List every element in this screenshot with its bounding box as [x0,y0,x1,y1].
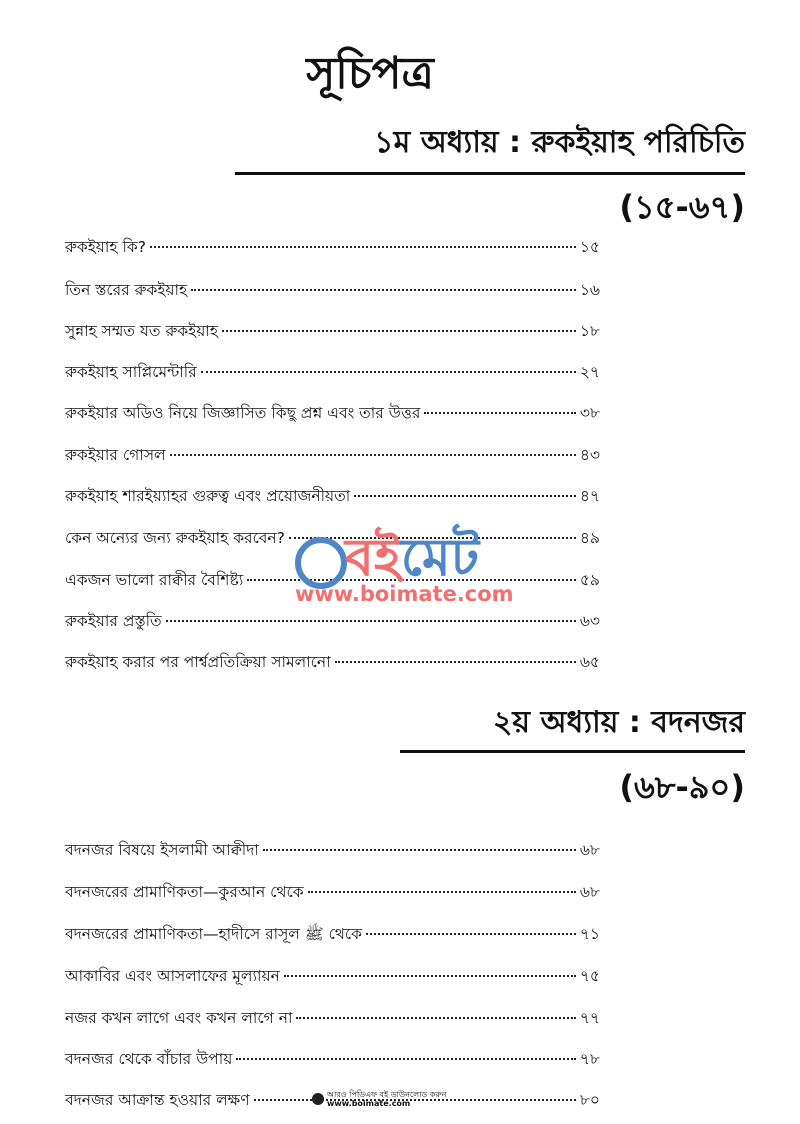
dot-leader [150,246,576,248]
entry-page: ৮০ [579,1091,600,1109]
entry-page: ৬৮ [579,841,600,859]
entry-page: ১৮ [579,322,600,340]
dot-leader [308,891,576,893]
chapter-2-range: (৬৮-৯০) [619,768,745,806]
toc-entry [65,484,600,506]
entry-page: ৭৮ [579,1050,600,1068]
entry-title: রুকইয়ার প্রস্তুতি [65,612,162,630]
dot-leader [236,1058,576,1060]
page-title: সূচিপত্র [306,48,434,99]
entry-title: আকাবির এবং আসলাফের মূল্যায়ন [65,967,280,985]
entry-title: রুকইয়ার গোসল [65,446,166,464]
toc-entry [65,1006,600,1028]
watermark-logo-b: মেট [401,528,480,588]
dot-leader [201,371,576,373]
entry-page: ২৭ [579,363,600,381]
entry-page: ৫৯ [579,571,600,589]
dot-leader [354,495,576,497]
entry-title: রুকইয়ার অডিও নিয়ে জিজ্ঞাসিত কিছু প্রশ্ন এবং তার উত্তর [65,404,421,422]
footer-badge [312,1090,446,1108]
entry-title: বদনজর বিষয়ে ইসলামী আক্বীদা [65,841,259,859]
dot-leader [296,1017,575,1019]
entry-title: তিন স্তরের রুকইয়াহ [65,281,188,299]
entry-page: ৪৩ [579,446,600,464]
entry-page: ৭১ [579,925,600,943]
chapter-1-range: (১৫-৬৭) [619,188,745,226]
entry-page: ৬৮ [579,883,600,901]
entry-page: ৪৭ [579,487,600,505]
toc-entry [65,360,600,382]
entry-title: বদনজরের প্রামাণিকতা—কুরআন থেকে [65,883,304,901]
toc-entry [65,880,600,902]
entry-title: একজন ভালো রাক্বীর বৈশিষ্ট্য [65,571,244,589]
footer-url: www.boimate.com [327,1099,411,1108]
entry-title: রুকইয়াহ কি? [65,238,146,256]
entry-page: ১৬ [579,281,600,299]
chapter-2-rule [400,750,745,753]
entry-title: বদনজরের প্রামাণিকতা—হাদীসে রাসূল ﷺ থেকে [65,925,362,943]
entry-title: রুকইয়াহ সাপ্লিমেন্টারি [65,363,197,381]
entry-page: ৩৮ [579,404,600,422]
dot-leader [170,454,576,456]
entry-page: ৭৭ [579,1009,600,1027]
toc-entry [65,650,600,672]
entry-page: ৭৫ [579,967,600,985]
entry-title: রুকইয়াহ করার পর পার্শ্বপ্রতিক্রিয়া সামলানো [65,653,331,671]
toc-entry [65,838,600,860]
watermark-logo-a: বই [345,528,401,588]
entry-page: ৪৯ [579,529,600,547]
dot-leader [284,975,576,977]
boimate-badge-icon [312,1093,324,1105]
toc-entry [65,278,600,300]
chapter-1-rule [235,172,745,175]
dot-leader [335,661,576,663]
dot-leader [166,620,576,622]
toc-entry [65,609,600,631]
chapter-1-heading: ১ম অধ্যায় : রুকইয়াহ পরিচিতি [374,125,745,160]
chapter-2-heading: ২য় অধ্যায় : বদনজর [492,705,745,740]
entry-title: নজর কখন লাগে এবং কখন লাগে না [65,1009,293,1027]
dot-leader [222,330,576,332]
toc-entry [65,1047,600,1069]
toc-entry [65,235,600,257]
toc-entry [65,964,600,986]
toc-entry [65,319,600,341]
watermark-url: www.boimate.com [295,582,514,606]
entry-title: রুকইয়াহ শারইয়্যাহর গুরুত্ব এবং প্রয়োজনীয়তা [65,487,351,505]
entry-page: ৬৩ [579,612,600,630]
dot-leader [424,412,575,414]
entry-page: ১৫ [579,238,600,256]
footer-line1: আরও পিডিএফ বই ডাউনলোড করুন [327,1090,447,1099]
toc-entry [65,443,600,465]
entry-title: বদনজর আক্রান্ত হওয়ার লক্ষণ [65,1091,250,1109]
dot-leader [366,933,576,935]
toc-entry [65,922,600,944]
dot-leader [191,289,576,291]
entry-title: কেন অন্যের জন্য রুকইয়াহ করবেন? [65,529,285,547]
toc-entry [65,401,600,423]
entry-page: ৬৫ [579,653,600,671]
entry-title: বদনজর থেকে বাঁচার উপায় [65,1050,233,1068]
entry-title: সুন্নাহ সম্মত যত রুকইয়াহ [65,322,219,340]
boimate-watermark [290,525,530,610]
dot-leader [263,849,576,851]
